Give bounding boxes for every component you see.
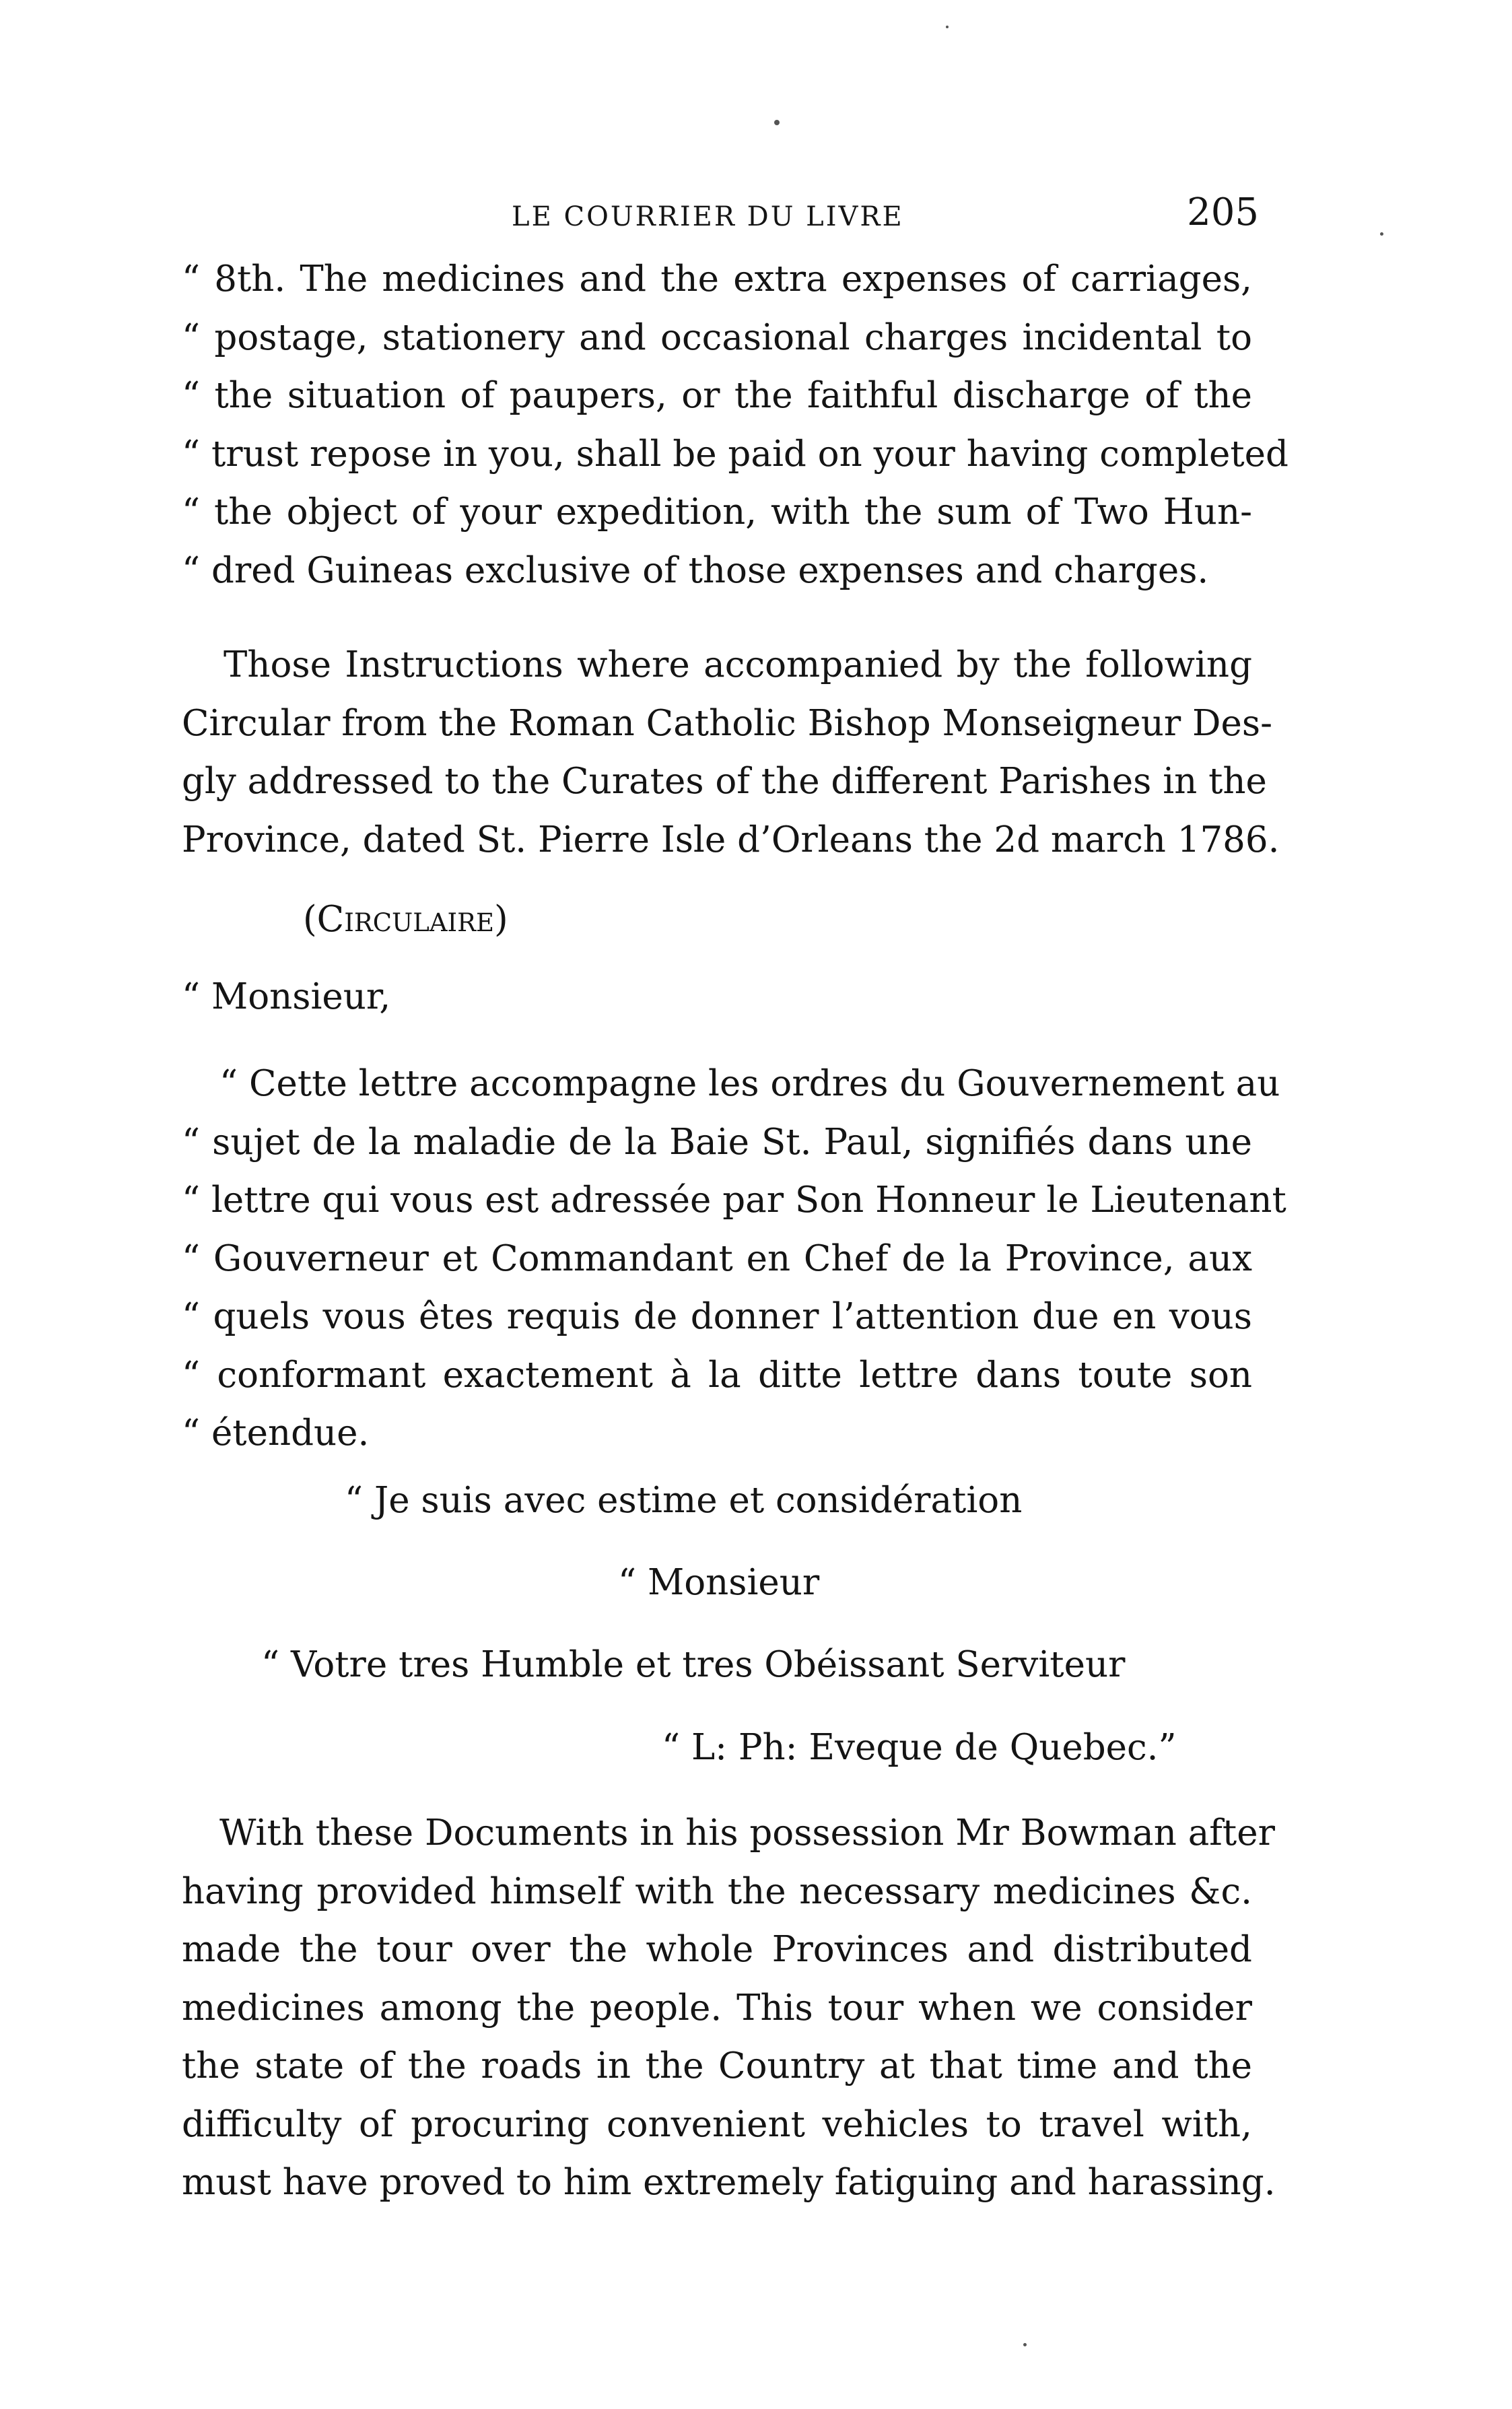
instructions-quote	[182, 250, 1288, 600]
text-line: “ Cette lettre accompagne les ordres du Gouvernement au	[219, 1063, 1280, 1104]
text-line: must have proved to him extremely fatiguing and harassing.	[182, 2162, 1276, 2203]
circular-heading: (Circulaire)	[303, 899, 508, 940]
text-line: “ postage, stationery and occasional charges incidental to	[182, 316, 1252, 358]
text-line: having provided himself with the necessary medicines &c.	[182, 1870, 1252, 1912]
salutation: “ Monsieur,	[182, 976, 391, 1017]
text-line: Province, dated St. Pierre Isle d’Orleans the 2d march 1786.	[182, 819, 1280, 860]
text-line: “ conformant exactement à la ditte lettre dans toute son	[182, 1354, 1252, 1396]
page-header	[182, 191, 1259, 244]
text-line: “ sujet de la maladie de la Baie St. Paul, signifiés dans une	[182, 1121, 1252, 1163]
text-line: “ étendue.	[182, 1413, 370, 1454]
speck	[774, 120, 780, 125]
narrative-paragraph-2	[182, 1804, 1276, 2212]
text-line: With these Documents in his possession Mr Bowman after	[219, 1812, 1275, 1854]
text-line: gly addressed to the Curates of the different Parishes in the	[182, 761, 1267, 802]
text-line: made the tour over the whole Provinces and distributed	[182, 1929, 1252, 1970]
text-line: “ dred Guineas exclusive of those expenses and charges.	[182, 549, 1209, 591]
text-line: “ the object of your expedition, with the sum of Two Hun-	[182, 491, 1252, 533]
text-line: “ quels vous êtes requis de donner l’attention due en vous	[182, 1296, 1252, 1337]
speck	[1380, 232, 1383, 236]
text-line: “ the situation of paupers, or the faithful discharge of the	[182, 375, 1252, 416]
page-number: 205	[1187, 191, 1259, 234]
text-line: Circular from the Roman Catholic Bishop Monseigneur Des-	[182, 702, 1273, 744]
closing-line-2: “ Monsieur	[618, 1562, 820, 1603]
narrative-paragraph-1	[182, 636, 1280, 869]
text-line: Those Instructions where accompanied by the following	[224, 644, 1252, 685]
speck	[946, 26, 949, 28]
closing-line-1: “ Je suis avec estime et considération	[345, 1480, 1023, 1521]
running-title: LE COURRIER DU LIVRE	[512, 201, 904, 232]
text-line: the state of the roads in the Country at that time and the	[182, 2045, 1252, 2086]
text-line: “ lettre qui vous est adressée par Son Honneur le Lieutenant	[182, 1180, 1286, 1221]
text-line: “ 8th. The medicines and the extra expenses of carriages,	[182, 259, 1252, 300]
text-line: medicines among the people. This tour when we consider	[182, 1987, 1252, 2029]
text-line: “ trust repose in you, shall be paid on your having completed	[182, 433, 1288, 475]
text-line: “ Gouverneur et Commandant en Chef de la Province, aux	[182, 1237, 1252, 1279]
text-line: difficulty of procuring convenient vehicles to travel with,	[182, 2103, 1252, 2145]
circular-letter-body	[182, 1055, 1286, 1463]
closing-line-3: “ Votre tres Humble et tres Obéissant Serviteur	[261, 1644, 1126, 1685]
signature-line: “ L: Ph: Eveque de Quebec.”	[662, 1727, 1177, 1768]
speck	[1023, 2343, 1027, 2346]
